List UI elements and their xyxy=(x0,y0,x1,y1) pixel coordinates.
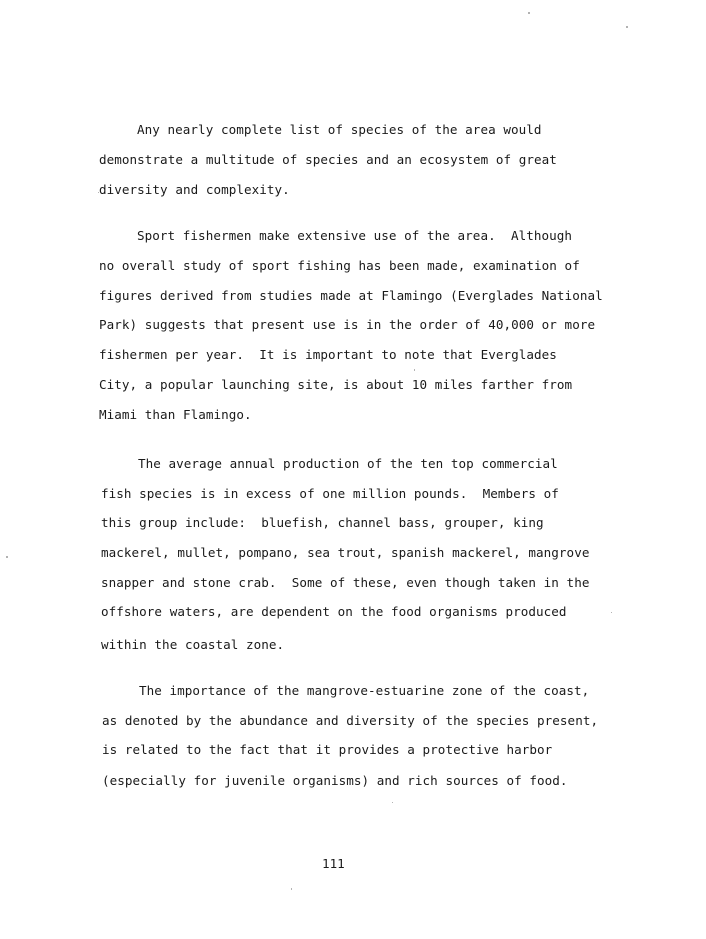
text-line: mackerel, mullet, pompano, sea trout, spanish mackerel, mangrove xyxy=(101,545,590,560)
text-line: Any nearly complete list of species of the area would xyxy=(137,122,542,137)
text-line: (especially for juvenile organisms) and rich sources of food. xyxy=(102,773,568,788)
scan-speck xyxy=(611,612,612,613)
text-line: no overall study of sport fishing has been made, examination of xyxy=(99,258,580,273)
text-line: Sport fishermen make extensive use of the area. Although xyxy=(137,228,573,243)
text-line: Miami than Flamingo. xyxy=(99,407,252,422)
text-line: The average annual production of the ten top commercial xyxy=(138,456,558,471)
text-line: this group include: bluefish, channel bass, grouper, king xyxy=(101,515,544,530)
text-line: is related to the fact that it provides a protective harbor xyxy=(102,742,553,757)
text-line: within the coastal zone. xyxy=(101,637,285,652)
text-line: fishermen per year. It is important to note that Everglades xyxy=(99,347,557,362)
text-line: The importance of the mangrove-estuarine zone of the coast, xyxy=(139,683,590,698)
scan-speck xyxy=(626,26,628,28)
text-line: snapper and stone crab. Some of these, even though taken in the xyxy=(101,575,590,590)
scan-speck xyxy=(6,556,8,558)
text-line: fish species is in excess of one million pounds. Members of xyxy=(101,486,559,501)
scan-speck xyxy=(414,369,415,371)
text-line: as denoted by the abundance and diversity of the species present, xyxy=(102,713,599,728)
text-line: diversity and complexity. xyxy=(99,182,290,197)
page-number: 111 xyxy=(322,856,345,871)
text-line: demonstrate a multitude of species and an ecosystem of great xyxy=(99,152,557,167)
scan-speck xyxy=(291,888,292,890)
text-line: Park) suggests that present use is in the order of 40,000 or more xyxy=(99,317,596,332)
scan-speck xyxy=(98,192,99,193)
text-line: City, a popular launching site, is about 10 miles farther from xyxy=(99,377,573,392)
scan-speck xyxy=(528,12,530,14)
text-line: offshore waters, are dependent on the food organisms produced xyxy=(101,604,567,619)
text-line: figures derived from studies made at Flamingo (Everglades National xyxy=(99,288,603,303)
scan-speck xyxy=(392,802,393,803)
